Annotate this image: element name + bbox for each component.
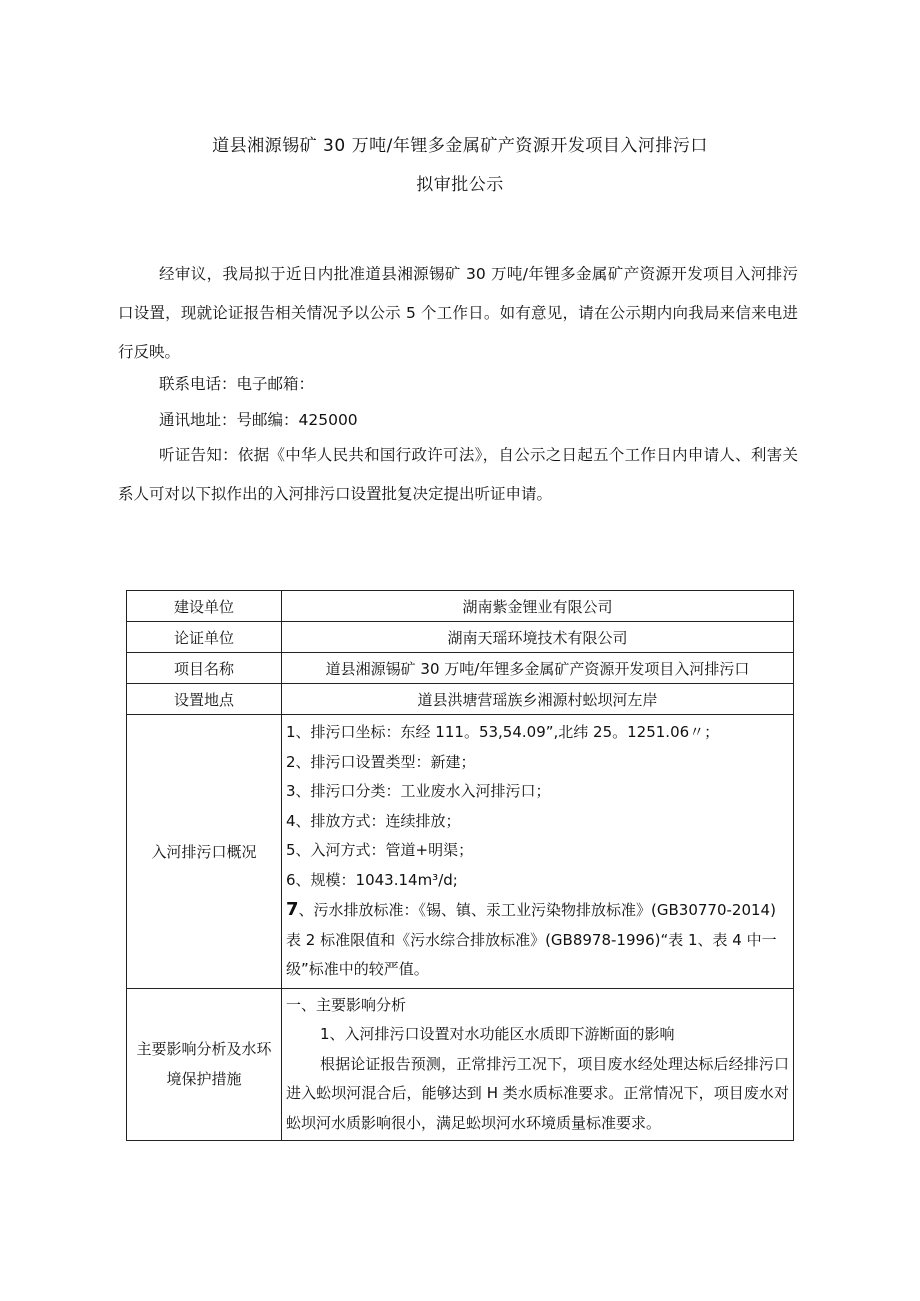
table-row-impact <box>127 988 794 1141</box>
hearing-paragraph: 听证告知：依据《中华人民共和国行政许可法》，自公示之日起五个工作日内申请人、利害关系人可对以下拟作出的入河排污口设置批复决定提出听证申请。 <box>118 446 798 503</box>
notice-title: 道县湘源锡矿 30 万吨/年锂多金属矿产资源开发项目入河排污口 <box>212 136 708 156</box>
row-label: 论证单位 <box>127 622 282 653</box>
row-value: 湖南天瑶环境技术有限公司 <box>282 622 794 653</box>
overview-content <box>282 715 794 989</box>
impact-subheading: 1、入河排污口设置对水功能区水质即下游断面的影响 <box>320 1025 675 1043</box>
table-row <box>127 653 794 684</box>
overview-item: 3、排污口分类：工业废水入河排污口； <box>286 782 551 800</box>
overview-item: 2、排污口设置类型：新建； <box>286 752 476 771</box>
info-table <box>126 590 794 1141</box>
row-label: 建设单位 <box>127 591 282 622</box>
impact-content <box>282 988 794 1141</box>
address-line: 通讯地址：号邮编：425000 <box>159 411 358 429</box>
contact-line: 联系电话：电子邮箱： <box>159 375 315 393</box>
impact-heading: 一、主要影响分析 <box>286 995 407 1014</box>
overview-item: 1、排污口坐标：东经 111。53,54.09”,北纬 25。1251.06〃； <box>286 723 720 741</box>
table-row-overview <box>127 715 794 989</box>
intro-paragraph: 经审议，我局拟于近日内批准道县湘源锡矿 30 万吨/年锂多金属矿产资源开发项目入河排污口设置，现就论证报告相关情况予以公示 5 个工作日。如有意见，请在公示期内向我局来信来电进行反映。 <box>118 265 798 361</box>
row-value: 湖南紫金锂业有限公司 <box>282 591 794 622</box>
table-row <box>127 591 794 622</box>
table-row <box>127 622 794 653</box>
row-label: 项目名称 <box>127 653 282 684</box>
notice-subtitle: 拟审批公示 <box>416 175 504 195</box>
impact-label: 主要影响分析及水环境保护措施 <box>127 988 282 1141</box>
row-value: 道县洪塘营瑶族乡湘源村蚣坝河左岸 <box>282 684 794 715</box>
impact-text: 根据论证报告预测，正常排污工况下，项目废水经处理达标后经排污口进入蚣坝河混合后，能够达到 H 类水质标准要求。正常情况下，项目废水对蚣坝河水质影响很小，满足蚣坝河水环境质量标准要求。 <box>286 1054 789 1132</box>
overview-item-7 <box>286 895 789 985</box>
overview-label: 入河排污口概况 <box>127 715 282 989</box>
item7-number: 7 <box>286 899 299 920</box>
row-value: 道县湘源锡矿 30 万吨/年锂多金属矿产资源开发项目入河排污口 <box>282 653 794 684</box>
overview-item: 4、排放方式：连续排放； <box>286 811 461 830</box>
overview-item: 6、规模：1043.14m³/d; <box>286 870 458 889</box>
overview-item: 5、入河方式：管道+明渠； <box>286 841 474 859</box>
item7-text: 、污水排放标准：《锡、镇、汞工业污染物排放标准》(GB30770-2014)表 2 标准限值和《污水综合排放标准》(GB8978-1996)“表 1、表 4 中一级”标准中的较严值。 <box>286 901 777 978</box>
table-row <box>127 684 794 715</box>
row-label: 设置地点 <box>127 684 282 715</box>
